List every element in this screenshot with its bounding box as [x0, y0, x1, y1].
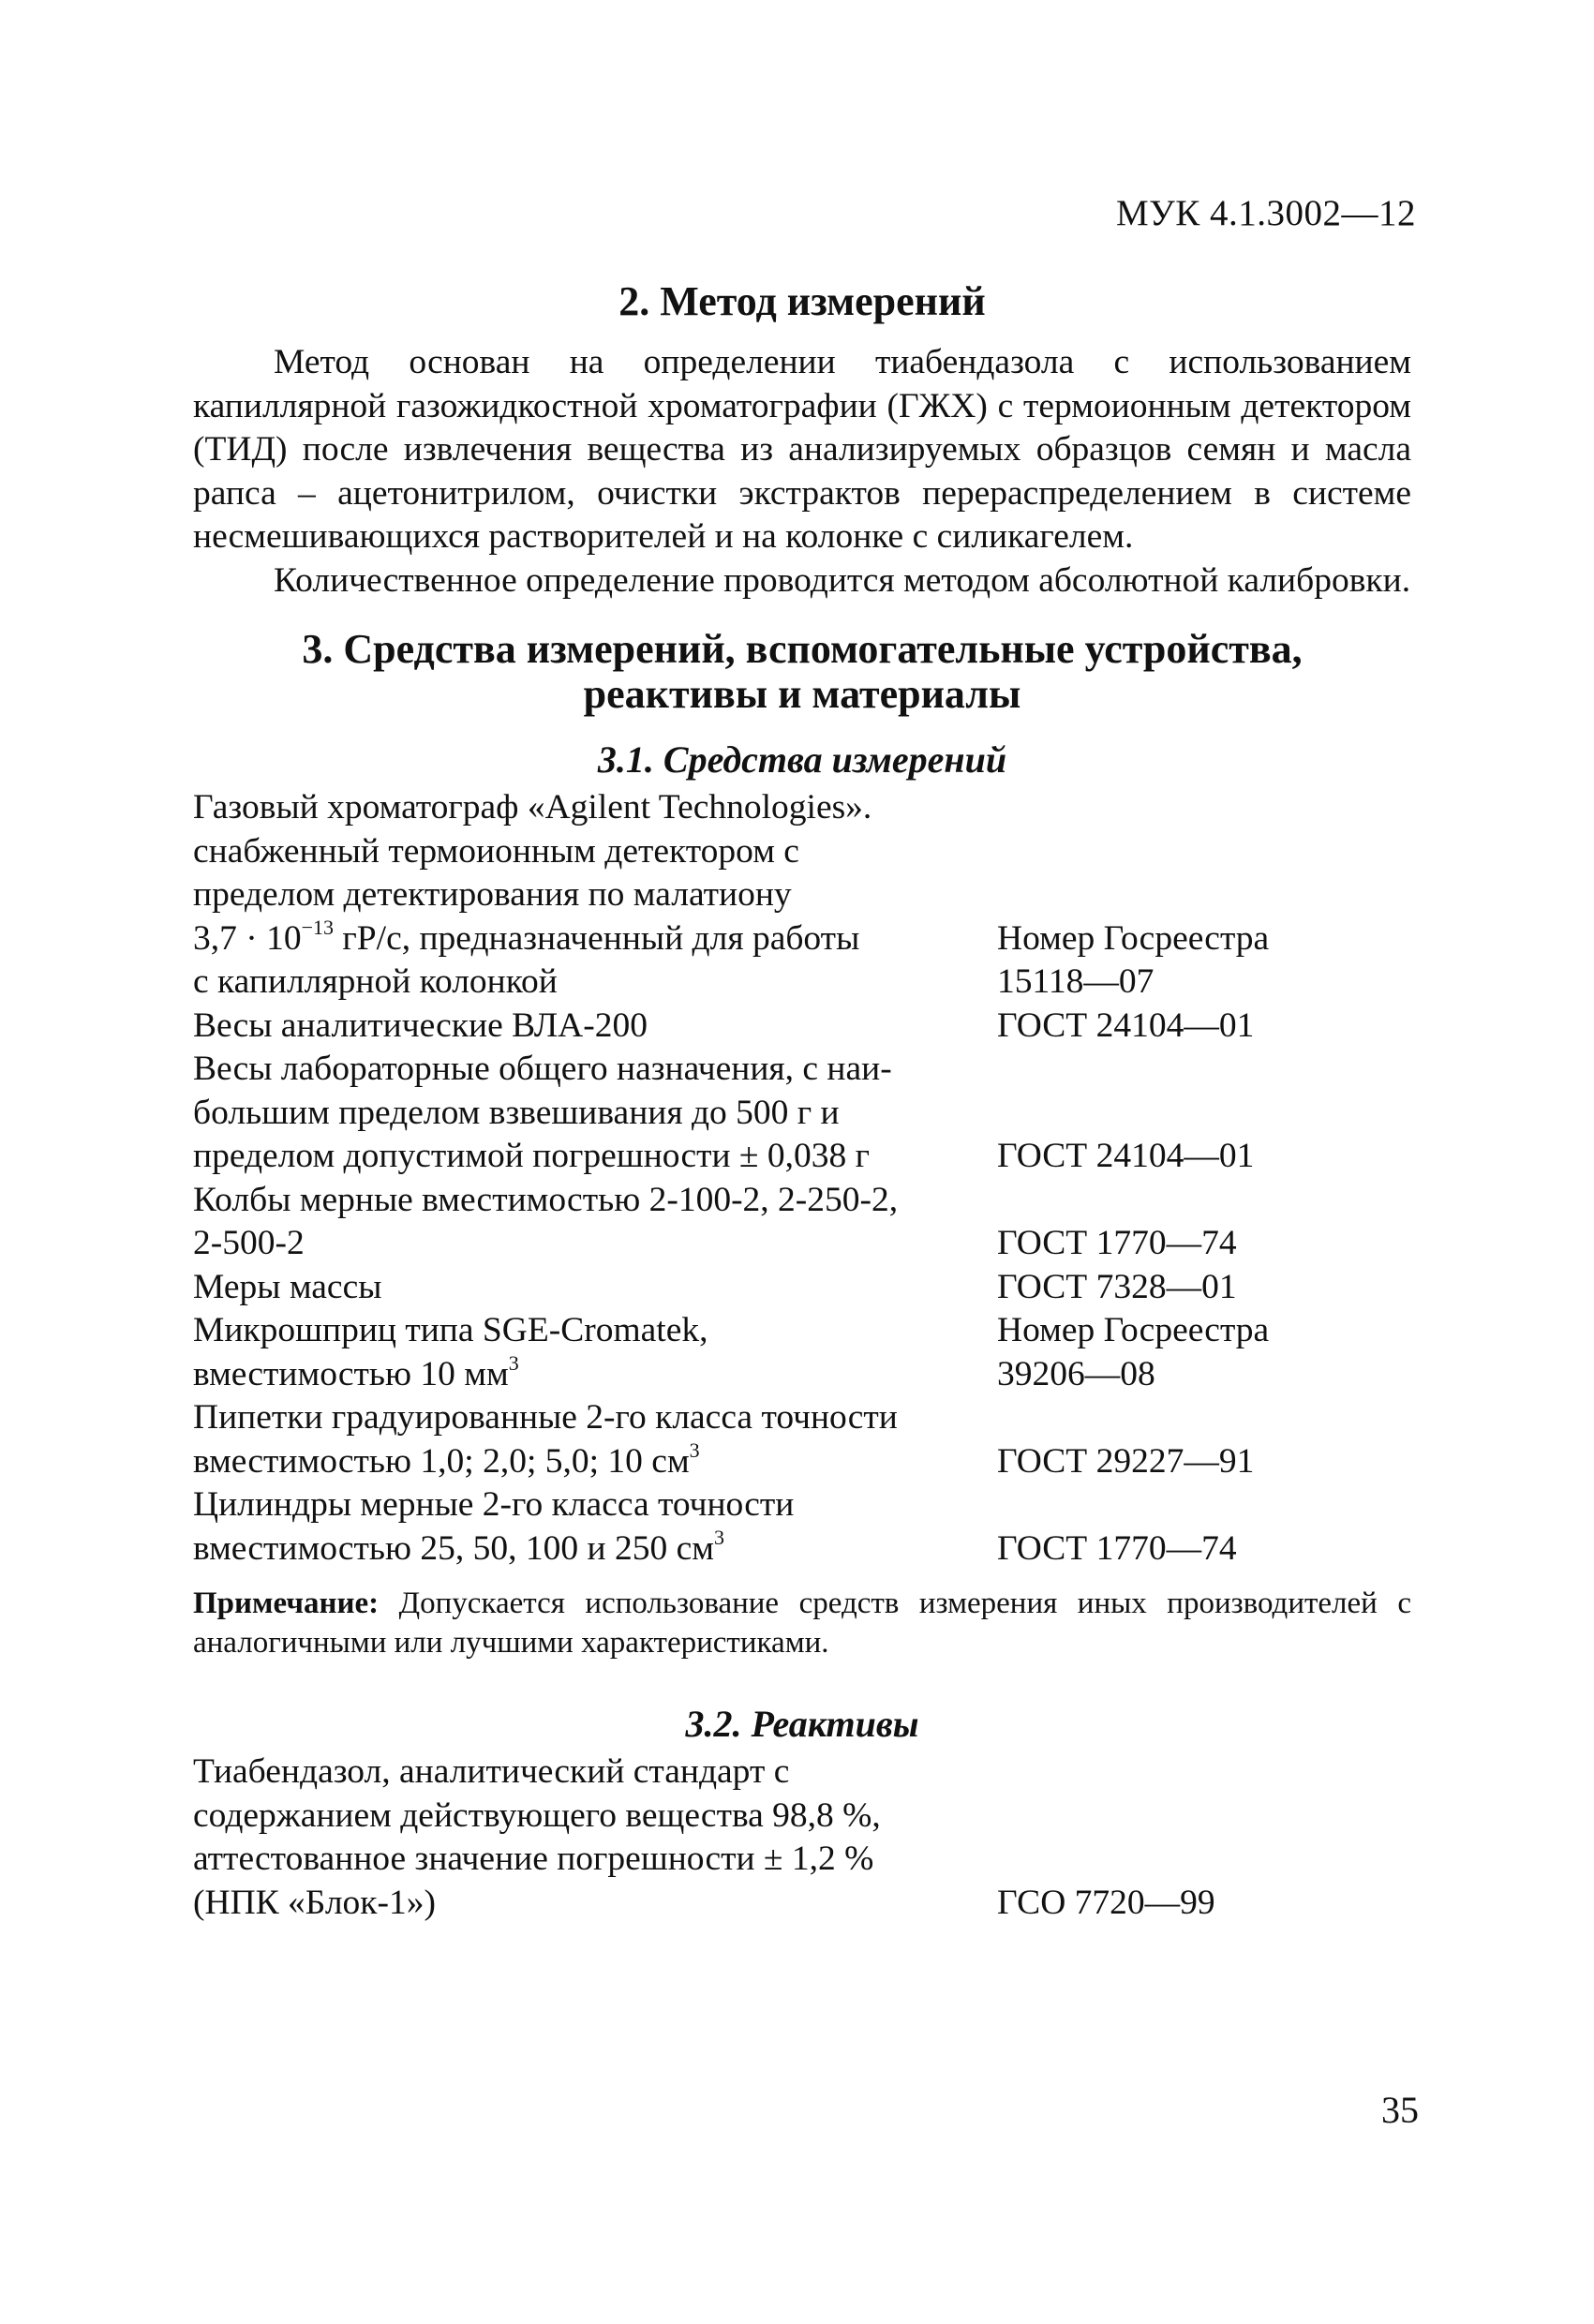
- description-text: вместимостью 25, 50, 100 и 250 см: [193, 1528, 714, 1568]
- reagent-row: [193, 1750, 1411, 1795]
- instrument-row: [193, 1309, 1411, 1353]
- instrument-description: [193, 1440, 997, 1484]
- note: [193, 1584, 1411, 1662]
- instrument-reference: 15118—07: [997, 962, 1155, 1001]
- description-text: 3,7 · 10: [193, 918, 302, 958]
- reagent-reference: ГСО 7720—99: [997, 1883, 1215, 1922]
- instrument-row: [193, 1353, 1411, 1397]
- instrument-row: [193, 1483, 1411, 1527]
- instrument-row: [193, 786, 1411, 830]
- note-text: Допускается использование средств измерения иных производителей с аналогичными или лучшими характеристиками.: [193, 1587, 1411, 1660]
- instrument-row: [193, 1179, 1411, 1223]
- instrument-row: [193, 1048, 1411, 1092]
- exponent: 3: [689, 1438, 700, 1462]
- instrument-description: Микрошприц типа SGE-Cromatek,: [193, 1311, 708, 1349]
- instrument-description: Весы лабораторные общего назначения, с наи-: [193, 1050, 892, 1088]
- instrument-row: [193, 830, 1411, 874]
- instrument-reference: Номер Госреестра: [997, 918, 1270, 958]
- instrument-description: пределом допустимой погрешности ± 0,038 г: [193, 1137, 871, 1175]
- description-text: вместимостью 1,0; 2,0; 5,0; 10 см: [193, 1441, 690, 1481]
- instrument-description: [193, 1527, 997, 1572]
- instrument-reference: 39206—08: [997, 1354, 1155, 1393]
- section-3-heading: [193, 627, 1411, 717]
- exponent: 3: [713, 1526, 724, 1549]
- section-3-2-heading: 3.2. Реактивы: [685, 1703, 919, 1745]
- section-3-heading-line-2: реактивы и материалы: [583, 671, 1021, 717]
- description-text: вместимостью 10 мм: [193, 1354, 509, 1393]
- instrument-description: 2-500-2: [193, 1224, 305, 1262]
- note-label: Примечание:: [193, 1587, 380, 1620]
- page-number: 35: [1381, 2089, 1419, 2131]
- section-2-heading: 2. Метод измерений: [618, 278, 986, 324]
- instrument-description: Пипетки градуированные 2-го класса точности: [193, 1398, 898, 1437]
- instrument-row: [193, 1396, 1411, 1440]
- instrument-row: [193, 1527, 1411, 1572]
- instrument-reference: ГОСТ 29227—91: [997, 1441, 1255, 1481]
- instrument-description: Газовый хроматограф «Agilent Technologies».: [193, 788, 872, 827]
- description-text: гР/с, предназначенный для работы: [334, 918, 860, 958]
- instrument-row: [193, 961, 1411, 1005]
- instrument-reference: Номер Госреестра: [997, 1311, 1270, 1349]
- reagent-description: содержанием действующего вещества 98,8 %,: [193, 1795, 881, 1835]
- exponent: 3: [508, 1351, 519, 1375]
- exponent: −13: [301, 916, 335, 939]
- instrument-reference: ГОСТ 24104—01: [997, 1137, 1255, 1175]
- instrument-description: пределом детектирования по малатиону: [193, 875, 792, 914]
- instrument-description: с капиллярной колонкой: [193, 962, 558, 1001]
- instrument-description: Колбы мерные вместимостью 2-100-2, 2-250-2,: [193, 1180, 899, 1219]
- instrument-row: [193, 873, 1411, 917]
- instrument-reference: ГОСТ 7328—01: [997, 1267, 1237, 1306]
- instrument-row: [193, 1222, 1411, 1266]
- instrument-row: [193, 1266, 1411, 1310]
- reagent-description: Тиабендазол, аналитический стандарт с: [193, 1752, 790, 1791]
- section-2-paragraph-2: Количественное определение проводится методом абсолютной калибровки.: [274, 560, 1411, 600]
- measurement-instruments-list: [193, 786, 1411, 1571]
- instrument-reference: ГОСТ 1770—74: [997, 1528, 1237, 1568]
- instrument-row: [193, 1135, 1411, 1179]
- reagents-list: [193, 1750, 1411, 1925]
- section-2-paragraph-1: Метод основан на определении тиабендазола с использованием капиллярной газожидкостной хроматографии (ГЖХ) с термоионным детектором (ТИД) после извлечения вещества из анализируемых образцов семян и масла рапса – ацетонитрилом, очистки экстрактов перераспределением в системе несмешивающихся растворителей и на колонке с силикагелем.: [193, 343, 1411, 556]
- instrument-row: [193, 1005, 1411, 1049]
- reagent-row: [193, 1795, 1411, 1839]
- reagent-description: (НПК «Блок-1»): [193, 1883, 436, 1922]
- instrument-row: [193, 1092, 1411, 1136]
- instrument-description: Меры массы: [193, 1267, 382, 1306]
- instrument-description: Цилиндры мерные 2-го класса точности: [193, 1485, 795, 1524]
- reagent-row: [193, 1882, 1411, 1926]
- instrument-description: снабженный термоионным детектором с: [193, 831, 799, 871]
- instrument-row: [193, 1440, 1411, 1484]
- instrument-row: [193, 917, 1411, 961]
- document-code: МУК 4.1.3002—12: [1115, 193, 1416, 233]
- page-content: [193, 279, 1411, 1925]
- instrument-description: [193, 917, 997, 961]
- reagent-description: аттестованное значение погрешности ± 1,2 %: [193, 1840, 874, 1878]
- instrument-description: Весы аналитические ВЛА-200: [193, 1006, 648, 1045]
- instrument-reference: ГОСТ 24104—01: [997, 1006, 1255, 1045]
- section-3-1-heading: 3.1. Средства измерений: [597, 738, 1007, 781]
- section-3-heading-line-1: 3. Средства измерений, вспомогательные устройства,: [302, 626, 1303, 672]
- instrument-reference: ГОСТ 1770—74: [997, 1224, 1237, 1262]
- instrument-description: большим пределом взвешивания до 500 г и: [193, 1093, 840, 1132]
- instrument-description: [193, 1353, 997, 1397]
- reagent-row: [193, 1838, 1411, 1882]
